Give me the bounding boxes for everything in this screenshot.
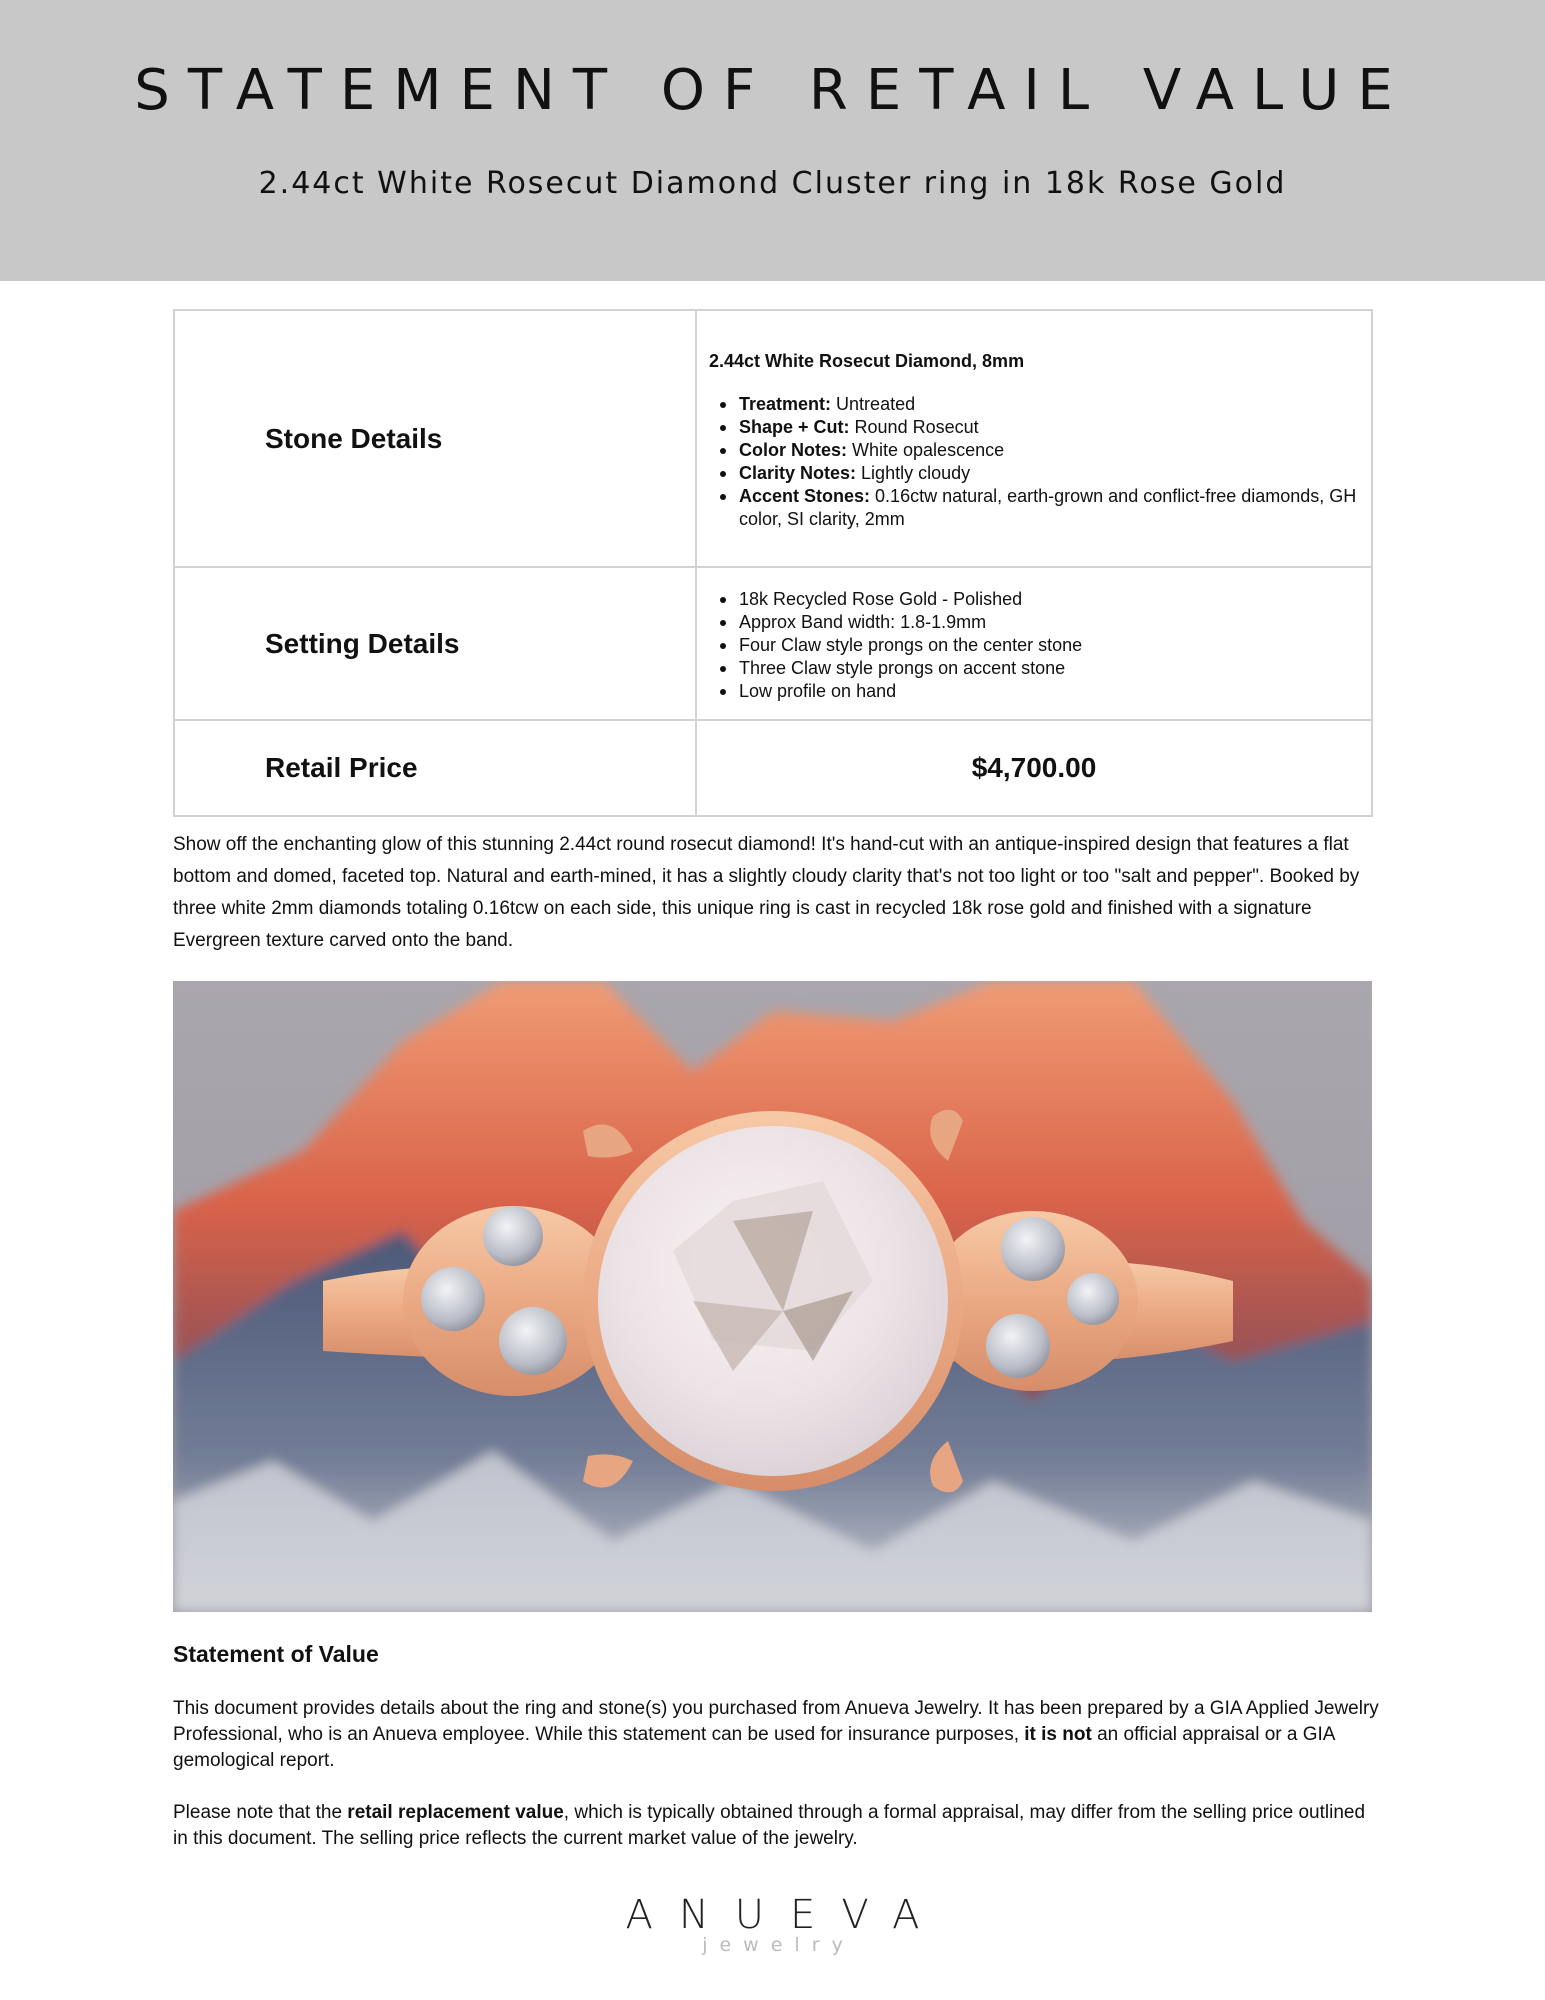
product-description: Show off the enchanting glow of this stunning 2.44ct round rosecut diamond! It's hand-cut with an antique-inspired design that features a flat bottom and domed, faceted top. Natural and earth-mined, it has a slightly cloudy clarity that's not too light or too "salt and pepper". Booked by three white 2mm diamonds totaling 0.16tcw on each side, this unique ring is cast in recycled 18k rose gold and finished with a signature Evergreen texture carved onto the band. bbox=[173, 834, 1360, 951]
logo-wordmark: ANUEVA bbox=[625, 1892, 946, 1938]
stone-detail-value: White opalescence bbox=[852, 440, 1005, 460]
list-item bbox=[709, 485, 1359, 531]
stone-detail-key: Shape + Cut: bbox=[739, 417, 850, 437]
details-table bbox=[173, 309, 1373, 817]
stone-heading: 2.44ct White Rosecut Diamond, 8mm bbox=[709, 351, 1025, 371]
stone-detail-value: Untreated bbox=[836, 394, 916, 414]
retail-price-row bbox=[174, 720, 1372, 816]
stone-detail-value: 0.16ctw natural, earth-grown and conflict-free diamonds, GH color, SI clarity, 2mm bbox=[739, 486, 1357, 529]
ring-illustration bbox=[173, 981, 1372, 1612]
list-item: Approx Band width: 1.8-1.9mm bbox=[709, 611, 1359, 634]
list-item bbox=[709, 393, 1359, 416]
stone-detail-value: Lightly cloudy bbox=[861, 463, 971, 483]
list-item bbox=[709, 439, 1359, 462]
stone-detail-key: Color Notes: bbox=[739, 440, 847, 460]
list-item: Four Claw style prongs on the center stone bbox=[709, 634, 1359, 657]
setting-details-value bbox=[696, 567, 1372, 720]
page-title: STATEMENT OF RETAIL VALUE bbox=[134, 58, 1411, 123]
list-item bbox=[709, 462, 1359, 485]
stone-details-row bbox=[174, 310, 1372, 567]
retail-price-value: $4,700.00 bbox=[696, 720, 1372, 816]
statement-emphasis: it is not bbox=[1024, 1724, 1092, 1745]
anueva-logo bbox=[0, 1892, 1545, 1956]
list-item bbox=[709, 416, 1359, 439]
list-item: Three Claw style prongs on accent stone bbox=[709, 657, 1359, 680]
stone-detail-key: Accent Stones: bbox=[739, 486, 871, 506]
setting-details-label: Setting Details bbox=[174, 567, 696, 720]
statement-paragraph bbox=[173, 1696, 1383, 1774]
statement-text: Please note that the bbox=[173, 1802, 348, 1823]
setting-details-row bbox=[174, 567, 1372, 720]
logo-subtext: jewelry bbox=[702, 1934, 855, 1956]
statement-text: This document provides details about the ring and stone(s) you purchased from Anueva Jewelry. It has been prepared by a GIA Applied Jewelry Professional, who is an Anueva employee. While this statement can be used for insurance purposes, bbox=[173, 1698, 1379, 1745]
list-item: 18k Recycled Rose Gold - Polished bbox=[709, 588, 1359, 611]
stone-detail-value: Round Rosecut bbox=[854, 417, 979, 437]
statement-note-paragraph bbox=[173, 1800, 1383, 1852]
retail-price-label: Retail Price bbox=[174, 720, 696, 816]
stone-details-value bbox=[696, 310, 1372, 567]
stone-detail-key: Clarity Notes: bbox=[739, 463, 857, 483]
stone-details-list bbox=[709, 393, 1359, 531]
stone-detail-key: Treatment: bbox=[739, 394, 832, 414]
page-subtitle: 2.44ct White Rosecut Diamond Cluster ring in 18k Rose Gold bbox=[258, 166, 1287, 201]
setting-details-list bbox=[709, 588, 1359, 703]
statement-title: Statement of Value bbox=[173, 1641, 379, 1667]
list-item: Low profile on hand bbox=[709, 680, 1359, 703]
statement-emphasis: retail replacement value bbox=[347, 1802, 564, 1823]
stone-details-label: Stone Details bbox=[174, 310, 696, 567]
statement-text: , which is typically obtained through a formal appraisal, may differ from the selling price outlined in this document. The selling price reflects the current market value of the jewelry. bbox=[173, 1802, 1366, 1849]
header-banner bbox=[0, 0, 1545, 281]
ring-photo bbox=[173, 981, 1372, 1612]
statement-text: an official appraisal or a GIA gemological report. bbox=[173, 1724, 1335, 1771]
